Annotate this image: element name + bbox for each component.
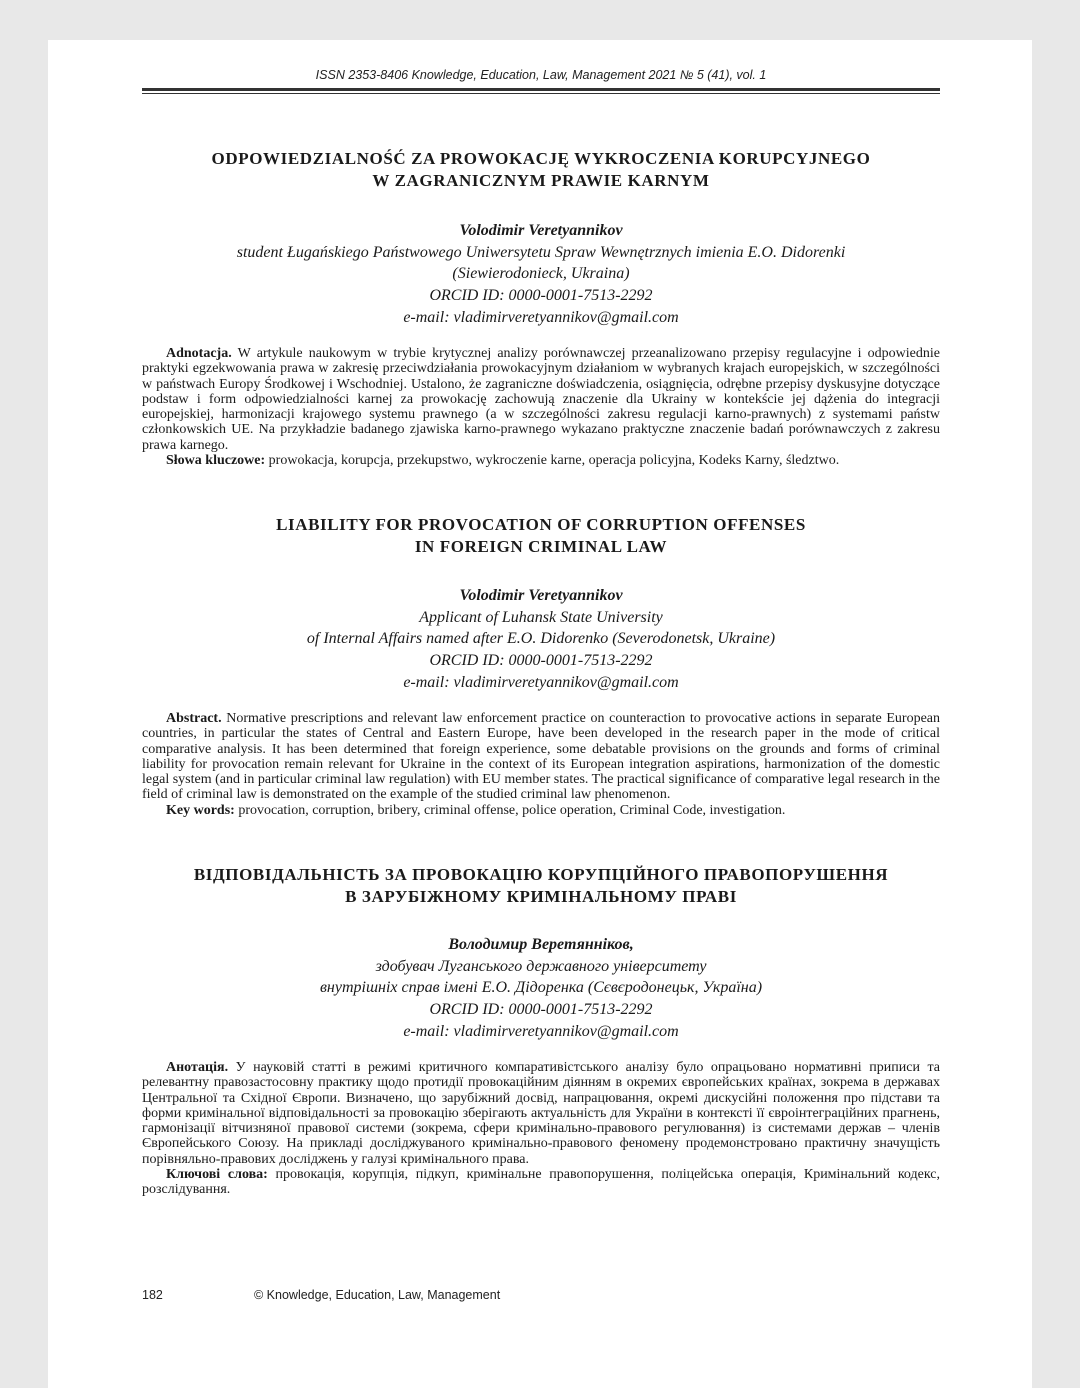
english-affiliation-line1: Applicant of Luhansk State University (419, 608, 663, 626)
polish-author: Volodimir Veretyannikov (459, 222, 623, 239)
english-affiliation-line2: of Internal Affairs named after E.O. Didorenko (Severodonetsk, Ukraine) (306, 630, 776, 648)
ukrainian-title-line2: В ЗАРУБІЖНОМУ КРИМІНАЛЬНОМУ ПРАВІ (345, 887, 737, 906)
journal-header: ISSN 2353-8406 Knowledge, Education, Law, Management 2021 № 5 (41), vol. 1 (315, 68, 767, 82)
english-orcid: ORCID ID: 0000-0001-7513-2292 (429, 652, 653, 670)
polish-orcid: ORCID ID: 0000-0001-7513-2292 (429, 287, 653, 305)
ukrainian-author: Володимир Веретяннiков, (448, 936, 634, 953)
header-rule (142, 88, 940, 94)
polish-affiliation-line1: student Ługańskiego Państwowego Uniwersytetu Spraw Wewnętrznych imienia E.O. Didorenki (236, 243, 846, 261)
ukrainian-email: e-mail: vladimirveretyannikov@gmail.com (403, 1022, 679, 1040)
page-number: 182 (142, 1288, 163, 1302)
ukrainian-title (142, 864, 940, 908)
ukrainian-author-block (142, 934, 940, 1043)
polish-title (142, 148, 940, 192)
polish-title-line1: ODPOWIEDZIALNOŚĆ ZA PROWOKACJĘ WYKROCZENIA KORUPCYJNEGO (211, 149, 871, 168)
page-footer (142, 1288, 501, 1302)
polish-title-line2: W ZAGRANICZNYM PRAWIE KARNYM (372, 171, 710, 190)
ukrainian-affiliation-line2: внутрішніх справ імені Е.О. Дідоренка (Сєвєродонецьк, Україна) (319, 979, 763, 997)
english-abstract-text: Normative prescriptions and relevant law enforcement practice on counteraction to provocative actions in separate European countries, in particular the states of Central and Eastern Europe, have been developed in the research paper in the mode of critical comparative analysis. It has been determined that foreign experience, some debatable provisions on the grounds and forms of criminal liability for provocation remain relevant for Ukraine in the context of its European integration aspirations, harmonization of the domestic legal system (and in particular criminal law regulation) with EU member states. The practical significance of comparative legal research in the field of criminal law is demonstrated on the example of the studied criminal law phenomenon. (142, 711, 941, 803)
english-abstract-label: Abstract. (166, 711, 222, 726)
footer-copyright: © Knowledge, Education, Law, Management (254, 1288, 501, 1302)
english-keywords-text: provocation, corruption, bribery, criminal offense, police operation, Criminal Code, investigation. (238, 802, 786, 818)
english-title-line1: LIABILITY FOR PROVOCATION OF CORRUPTION OFFENSES (276, 515, 806, 534)
polish-email: e-mail: vladimirveretyannikov@gmail.com (403, 308, 679, 326)
english-keywords-label: Key words: (166, 802, 235, 818)
ukrainian-affiliation-line1: здобувач Луганського державного університету (375, 957, 707, 975)
ukrainian-title-line1: ВІДПОВІДАЛЬНІСТЬ ЗА ПРОВОКАЦІЮ КОРУПЦІЙНОГО ПРАВОПОРУШЕННЯ (193, 865, 889, 884)
polish-keywords-label: Słowa kluczowe: (166, 453, 266, 469)
english-abstract (142, 711, 940, 818)
english-author: Volodimir Veretyannikov (459, 587, 623, 604)
ukrainian-abstract-label: Анотація. (166, 1060, 229, 1075)
english-email: e-mail: vladimirveretyannikov@gmail.com (403, 673, 679, 691)
ukrainian-keywords-text: провокація, корупція, підкуп, кримінальне правопорушення, поліцейська операція, Кримінальний кодекс, розслідування. (142, 1167, 941, 1198)
polish-author-block (142, 220, 940, 329)
ukrainian-abstract (142, 1060, 940, 1198)
ukrainian-abstract-text: У науковій статті в режимі критичного компаративістського аналізу було опрацьовано нормативні приписи та релевантну правозастосовну практику щодо протидії провокаційним діянням в окремих європейських країнах, зокрема в державах Центральної та Східної Європи. Визначено, що зарубіжний досвід, напрацювання, окремі дискусійні положення про підстави та форми кримінальної відповідальності за провокацію зберігають актуальність для України в контексті її євроінтеграційних прагнень, гармонізації вітчизняної правової системи (зокрема, сфери кримінально-правового регулювання) із системами держав – членів Європейського Союзу. На прикладі досліджуваного кримінально-правового феномену продемонстровано практичну значущість порівняльно-правових досліджень у галузі кримінального права. (142, 1060, 941, 1167)
polish-abstract (142, 346, 940, 468)
polish-keywords-text: prowokacja, korupcja, przekupstwo, wykroczenie karne, operacja policyjna, Kodeks Karny, śledztwo. (268, 453, 840, 469)
english-title-line2: IN FOREIGN CRIMINAL LAW (414, 537, 668, 556)
paper-page (48, 40, 1032, 1388)
english-author-block (142, 585, 940, 694)
polish-abstract-label: Adnotacja. (166, 346, 232, 361)
polish-abstract-text: W artykule naukowym w trybie krytycznej analizy porównawczej przeanalizowano przepisy regulacyjne i odpowiednie praktyki egzekwowania prawa w zakresię przeciwdziałania prowokacyjnym działaniom w wybranych krajach europejskich, w szczególności w państwach Europy Środkowej i Wschodniej. Ustalono, że zagraniczne doświadczenia, osiągnięcia, odrębne przepisy dyskusyjne dotyczące podstaw i form odpowiedzialności karnej za prowokację zachowują znaczenie dla Ukrainy w kontekście jej dążenia do integracji europejskiej, harmonizacji krajowego systemu prawnego (a w szczególności zakresu regulacji karno-prawnych) z systemami państw członkowskich UE. Na przykładzie badanego zjawiska karno-prawnego wykazano praktyczne znaczenie badań porównawczych z zakresu prawa karnego. (142, 346, 940, 453)
ukrainian-keywords-label: Ключові слова: (166, 1167, 268, 1183)
ukrainian-orcid: ORCID ID: 0000-0001-7513-2292 (429, 1001, 653, 1019)
english-title (142, 514, 940, 558)
polish-affiliation-line2: (Siewierodonieck, Ukraina) (452, 265, 630, 283)
